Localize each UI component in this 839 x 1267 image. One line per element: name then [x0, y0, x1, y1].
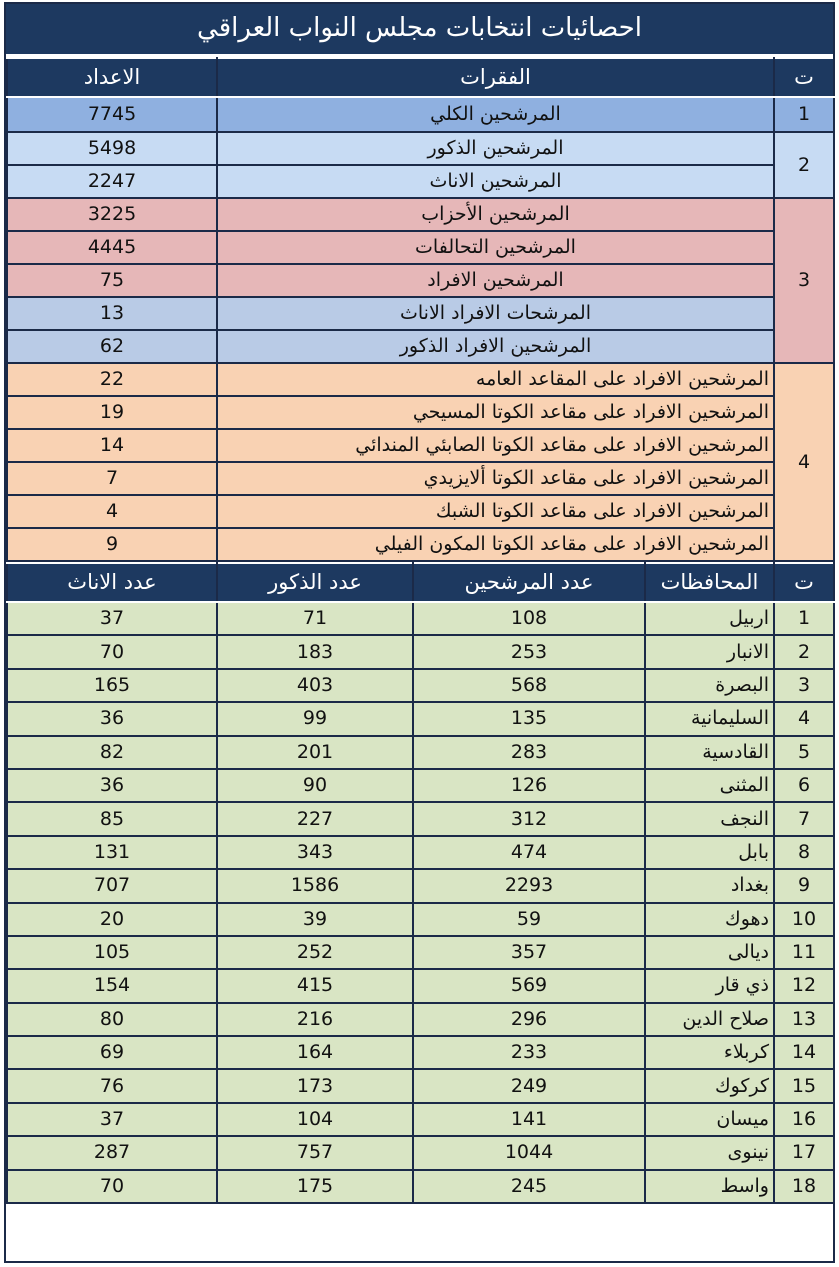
page-title: احصائيات انتخابات مجلس النواب العراقي — [6, 4, 833, 57]
header-seq: ت — [774, 563, 834, 602]
count-cell: 5498 — [7, 132, 217, 165]
seq-cell: 9 — [774, 869, 834, 902]
seq-cell: 15 — [774, 1069, 834, 1102]
count-cell: 9 — [7, 528, 217, 561]
seq-cell: 4 — [774, 702, 834, 735]
province-cell: بابل — [645, 836, 774, 869]
table-row — [7, 1170, 834, 1203]
candidates-cell: 2293 — [413, 869, 645, 902]
seq-cell: 10 — [774, 903, 834, 936]
province-cell: صلاح الدين — [645, 1003, 774, 1036]
candidates-cell: 568 — [413, 669, 645, 702]
females-cell: 85 — [7, 802, 217, 835]
males-cell: 757 — [217, 1136, 413, 1169]
province-cell: السليمانية — [645, 702, 774, 735]
group-cell: 4 — [774, 363, 834, 561]
table-row — [7, 495, 834, 528]
province-cell: نينوى — [645, 1136, 774, 1169]
item-cell: المرشحين الافراد على مقاعد الكوتا المكون الفيلي — [217, 528, 774, 561]
province-cell: ديالى — [645, 936, 774, 969]
table-row — [7, 736, 834, 769]
table-row — [7, 602, 834, 635]
province-cell: ذي قار — [645, 969, 774, 1002]
females-cell: 82 — [7, 736, 217, 769]
table-row — [7, 802, 834, 835]
province-cell: القادسية — [645, 736, 774, 769]
count-cell: 22 — [7, 363, 217, 396]
candidates-cell: 283 — [413, 736, 645, 769]
province-cell: المثنى — [645, 769, 774, 802]
males-cell: 71 — [217, 602, 413, 635]
males-cell: 415 — [217, 969, 413, 1002]
males-cell: 227 — [217, 802, 413, 835]
table-row — [7, 635, 834, 668]
table-row — [7, 1003, 834, 1036]
males-cell: 403 — [217, 669, 413, 702]
group-cell: 2 — [774, 132, 834, 198]
item-cell: المرشحين الذكور — [217, 132, 774, 165]
table-row — [7, 198, 834, 231]
count-cell: 19 — [7, 396, 217, 429]
females-cell: 37 — [7, 1103, 217, 1136]
header-seq: ت — [774, 58, 834, 97]
header-females: عدد الاناث — [7, 563, 217, 602]
table-row — [7, 1036, 834, 1069]
count-cell: 2247 — [7, 165, 217, 198]
females-cell: 69 — [7, 1036, 217, 1069]
females-cell: 36 — [7, 769, 217, 802]
candidates-cell: 312 — [413, 802, 645, 835]
count-cell: 75 — [7, 264, 217, 297]
group-cell: 3 — [774, 198, 834, 363]
province-cell: ميسان — [645, 1103, 774, 1136]
candidates-cell: 569 — [413, 969, 645, 1002]
table-row — [7, 1103, 834, 1136]
summary-header-row — [7, 58, 834, 97]
item-cell: المرشحين الافراد على مقاعد الكوتا الشبك — [217, 495, 774, 528]
seq-cell: 3 — [774, 669, 834, 702]
table-row — [7, 165, 834, 198]
count-cell: 4445 — [7, 231, 217, 264]
province-rows — [7, 602, 834, 1203]
table-row — [7, 396, 834, 429]
table-row — [7, 969, 834, 1002]
count-cell: 13 — [7, 297, 217, 330]
females-cell: 165 — [7, 669, 217, 702]
table-row — [7, 462, 834, 495]
table-row — [7, 903, 834, 936]
candidates-cell: 296 — [413, 1003, 645, 1036]
header-candidates: عدد المرشحين — [413, 563, 645, 602]
table-row — [7, 1136, 834, 1169]
seq-cell: 7 — [774, 802, 834, 835]
females-cell: 70 — [7, 635, 217, 668]
count-cell: 7745 — [7, 97, 217, 132]
province-cell: واسط — [645, 1170, 774, 1203]
females-cell: 105 — [7, 936, 217, 969]
males-cell: 173 — [217, 1069, 413, 1102]
candidates-cell: 126 — [413, 769, 645, 802]
table-row — [7, 297, 834, 330]
table-row — [7, 97, 834, 132]
table-row — [7, 702, 834, 735]
females-cell: 36 — [7, 702, 217, 735]
item-cell: المرشحين الكلي — [217, 97, 774, 132]
females-cell: 154 — [7, 969, 217, 1002]
candidates-cell: 245 — [413, 1170, 645, 1203]
seq-cell: 16 — [774, 1103, 834, 1136]
seq-cell: 1 — [774, 602, 834, 635]
table-row — [7, 231, 834, 264]
table-row — [7, 330, 834, 363]
females-cell: 70 — [7, 1170, 217, 1203]
item-cell: المرشحين الافراد على المقاعد العامه — [217, 363, 774, 396]
males-cell: 99 — [217, 702, 413, 735]
item-cell: المرشحين الافراد على مقاعد الكوتا المسيحي — [217, 396, 774, 429]
females-cell: 80 — [7, 1003, 217, 1036]
candidates-cell: 1044 — [413, 1136, 645, 1169]
group-cell: 1 — [774, 97, 834, 132]
table-row — [7, 869, 834, 902]
item-cell: المرشحات الافراد الاناث — [217, 297, 774, 330]
males-cell: 216 — [217, 1003, 413, 1036]
provinces-header-row — [7, 563, 834, 602]
table-row — [7, 264, 834, 297]
males-cell: 1586 — [217, 869, 413, 902]
table-row — [7, 363, 834, 396]
table-row — [7, 836, 834, 869]
males-cell: 201 — [217, 736, 413, 769]
males-cell: 164 — [217, 1036, 413, 1069]
table-row — [7, 429, 834, 462]
seq-cell: 11 — [774, 936, 834, 969]
item-cell: المرشحين الأحزاب — [217, 198, 774, 231]
table-row — [7, 936, 834, 969]
province-cell: كربلاء — [645, 1036, 774, 1069]
province-cell: دهوك — [645, 903, 774, 936]
seq-cell: 12 — [774, 969, 834, 1002]
item-cell: المرشحين الافراد على مقاعد الكوتا الصابئي المندائي — [217, 429, 774, 462]
header-count: الاعداد — [7, 58, 217, 97]
province-cell: بغداد — [645, 869, 774, 902]
candidates-cell: 135 — [413, 702, 645, 735]
females-cell: 76 — [7, 1069, 217, 1102]
seq-cell: 8 — [774, 836, 834, 869]
seq-cell: 14 — [774, 1036, 834, 1069]
seq-cell: 13 — [774, 1003, 834, 1036]
item-cell: المرشحين الافراد على مقاعد الكوتا ألايزيدي — [217, 462, 774, 495]
count-cell: 14 — [7, 429, 217, 462]
province-cell: البصرة — [645, 669, 774, 702]
candidates-cell: 474 — [413, 836, 645, 869]
seq-cell: 18 — [774, 1170, 834, 1203]
count-cell: 7 — [7, 462, 217, 495]
province-cell: النجف — [645, 802, 774, 835]
header-province: المحافظات — [645, 563, 774, 602]
table-row — [7, 1069, 834, 1102]
seq-cell: 17 — [774, 1136, 834, 1169]
candidates-cell: 249 — [413, 1069, 645, 1102]
table-row — [7, 769, 834, 802]
table-row — [7, 669, 834, 702]
candidates-cell: 357 — [413, 936, 645, 969]
females-cell: 131 — [7, 836, 217, 869]
males-cell: 252 — [217, 936, 413, 969]
header-item: الفقرات — [217, 58, 774, 97]
seq-cell: 2 — [774, 635, 834, 668]
females-cell: 707 — [7, 869, 217, 902]
item-cell: المرشحين الاناث — [217, 165, 774, 198]
candidates-cell: 108 — [413, 602, 645, 635]
seq-cell: 6 — [774, 769, 834, 802]
header-males: عدد الذكور — [217, 563, 413, 602]
item-cell: المرشحين الافراد الذكور — [217, 330, 774, 363]
males-cell: 183 — [217, 635, 413, 668]
stats-sheet — [4, 2, 835, 1263]
count-cell: 62 — [7, 330, 217, 363]
provinces-table — [6, 562, 835, 1204]
table-row — [7, 528, 834, 561]
females-cell: 287 — [7, 1136, 217, 1169]
males-cell: 175 — [217, 1170, 413, 1203]
candidates-cell: 59 — [413, 903, 645, 936]
summary-table — [6, 57, 835, 562]
seq-cell: 5 — [774, 736, 834, 769]
males-cell: 90 — [217, 769, 413, 802]
males-cell: 104 — [217, 1103, 413, 1136]
province-cell: كركوك — [645, 1069, 774, 1102]
males-cell: 343 — [217, 836, 413, 869]
candidates-cell: 253 — [413, 635, 645, 668]
candidates-cell: 233 — [413, 1036, 645, 1069]
province-cell: الانبار — [645, 635, 774, 668]
count-cell: 4 — [7, 495, 217, 528]
item-cell: المرشحين التحالفات — [217, 231, 774, 264]
item-cell: المرشحين الافراد — [217, 264, 774, 297]
count-cell: 3225 — [7, 198, 217, 231]
candidates-cell: 141 — [413, 1103, 645, 1136]
table-row — [7, 132, 834, 165]
males-cell: 39 — [217, 903, 413, 936]
females-cell: 37 — [7, 602, 217, 635]
province-cell: اربيل — [645, 602, 774, 635]
females-cell: 20 — [7, 903, 217, 936]
